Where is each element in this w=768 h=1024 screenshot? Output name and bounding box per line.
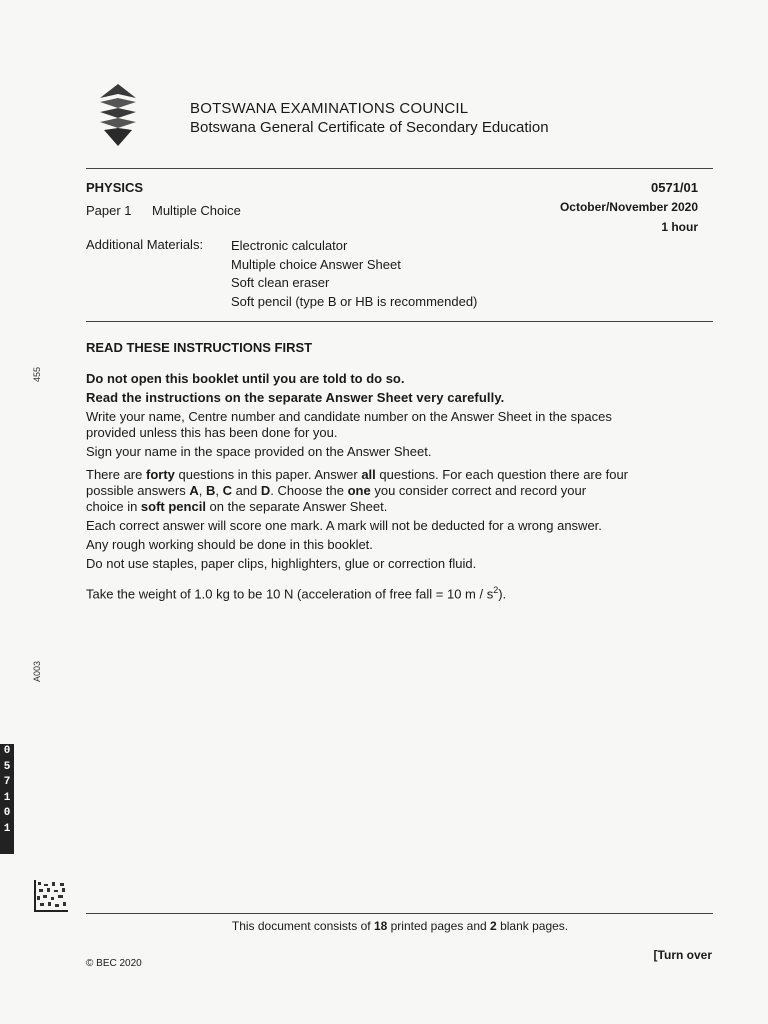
instructions-heading: READ THESE INSTRUCTIONS FIRST — [86, 340, 313, 355]
side-code-mid: A003 — [32, 660, 42, 682]
emphasis: forty — [145, 467, 175, 482]
paper-code: 0571/01 — [651, 180, 698, 195]
subject-title: PHYSICS — [86, 180, 144, 195]
material-item: Soft pencil (type B or HB is recommended) — [231, 293, 478, 309]
material-item: Electronic calculator — [231, 238, 348, 253]
weight-note: Take the weight of 1.0 kg to be 10 N (acceleration of free fall = 10 m / $s^2$). — [86, 585, 507, 602]
materials-label: Additional Materials: — [86, 237, 204, 252]
instruction-bold-2: Read the instructions on the separate Answer Sheet very carefully. — [86, 390, 505, 405]
paper-type: Multiple Choice — [152, 203, 241, 218]
top-divider — [86, 168, 713, 169]
materials-list — [231, 237, 477, 311]
instruction-line: Sign your name in the space provided on the Answer Sheet. — [86, 444, 432, 459]
turn-over: [Turn over — [653, 948, 712, 962]
copyright: © BEC 2020 — [86, 958, 142, 969]
instruction-line: Write your name, Centre number and candidate number on the Answer Sheet in the spaces — [86, 409, 612, 424]
instruction-line: Any rough working should be done in this booklet. — [86, 537, 373, 552]
exam-council-name: BOTSWANA EXAMINATIONS COUNCIL — [190, 100, 469, 117]
instruction-bold-1: Do not open this booklet until you are told to do so. — [86, 371, 405, 386]
instruction-line: Each correct answer will score one mark. A mark will not be deducted for a wrong answer. — [86, 518, 602, 533]
datamatrix-barcode-icon — [34, 880, 68, 912]
material-item: Soft clean eraser — [231, 275, 330, 290]
emphasis: soft pencil — [140, 499, 206, 514]
side-code-top: 455 — [32, 366, 42, 382]
certificate-name: Botswana General Certificate of Secondary Education — [190, 119, 549, 136]
paper-code-strip: 0 5 7 1 0 1 — [0, 744, 14, 854]
materials-divider — [86, 321, 713, 322]
emphasis: all — [361, 467, 376, 482]
instruction-line: Do not use staples, paper clips, highlighters, glue or correction fluid. — [86, 556, 477, 571]
exam-session: October/November 2020 — [559, 200, 698, 214]
emphasis: one — [347, 483, 371, 498]
exam-duration: 1 hour — [661, 220, 698, 234]
paper-number: Paper 1 — [86, 203, 132, 218]
instructions-block — [86, 371, 716, 602]
bec-crest-icon — [96, 82, 140, 148]
instruction-paragraph: There are forty questions in this paper. Answer all questions. For each question there are four possible answers A, B, C and D. Choose the one you consider correct and record your choice in soft pencil on the separate Answer Sheet. — [86, 467, 629, 514]
footer-divider — [86, 913, 713, 914]
instruction-line: provided unless this has been done for you. — [86, 425, 338, 440]
material-item: Multiple choice Answer Sheet — [231, 256, 401, 272]
page-count-note: This document consists of 18 printed pages and 2 blank pages. — [231, 919, 569, 933]
